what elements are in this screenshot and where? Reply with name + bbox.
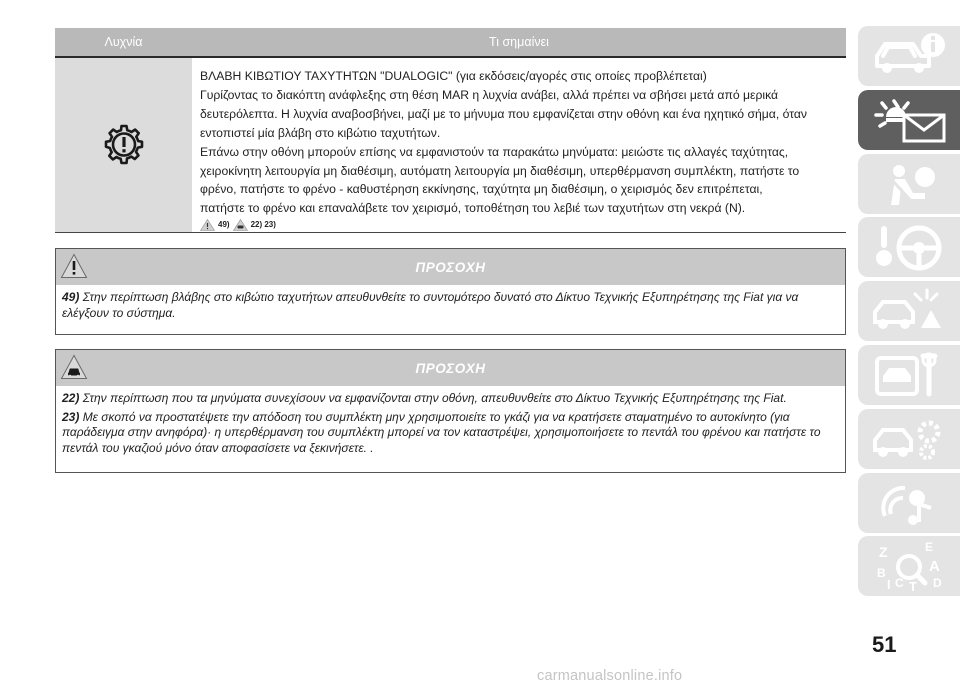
watermark: carmanualsonline.info: [537, 668, 683, 684]
gear-exclamation-icon: [102, 123, 146, 167]
warning-item-number: 49): [62, 290, 80, 304]
tab-knowing-the-car[interactable]: [858, 26, 960, 86]
tab-technical-specifications[interactable]: [858, 409, 960, 469]
cross-references: [200, 218, 840, 232]
warning-body: [56, 285, 845, 330]
warning-body: [56, 386, 845, 465]
header-meaning: Τι σημαίνει: [489, 35, 549, 49]
index-letter: B: [877, 566, 886, 581]
index-letter: Z: [879, 544, 888, 561]
tab-servicing-maintenance[interactable]: [858, 345, 960, 405]
warning-box: [55, 248, 846, 335]
index-letter: T: [909, 579, 917, 594]
meaning-cell: [192, 58, 846, 232]
car-triangle-icon: [233, 219, 248, 231]
tab-starting-driving[interactable]: [858, 217, 960, 277]
meaning-line: χειροκίνητη λειτουργία μη διαθέσιμη, αυτόματη λειτουργία μη διαθέσιμη, υπερθέρμανση συμπλέκτη, πατήστε το: [200, 163, 800, 178]
airbag-seatbelt-icon: [869, 157, 949, 211]
tab-warning-lights-messages[interactable]: [858, 90, 960, 150]
index-letter: D: [933, 576, 942, 591]
meaning-line: Επάνω στην οθόνη μπορούν επίσης να εμφανιστούν τα παρακάτω μηνύματα: μειώστε τις αλλαγές ταχύτητας,: [200, 144, 789, 159]
meaning-line: πατήστε το φρένο και επαναλάβετε τον χειρισμό, τοποθέτηση του λεβιέ των ταχυτήτων στη νεκρά (N).: [200, 201, 746, 216]
tab-safety[interactable]: [858, 154, 960, 214]
warning-title: ΠΡΟΣΟΧΗ: [415, 360, 486, 376]
warning-box: [55, 349, 846, 473]
warning-light-message-icon: [866, 93, 952, 147]
warning-triangle-icon: [200, 219, 215, 231]
index-letter: A: [929, 558, 940, 576]
tab-in-an-emergency[interactable]: [858, 281, 960, 341]
warning-item-text: Με σκοπό να προστατέψετε την απόδοση του συμπλέκτη μην χρησιμοποιείτε το γκάζι για να κρατήσετε σταματημένο το αυτοκίνητο (για παράδειγμα στην ανηφόρα)· η υπερθέρμανση του συμπλέκτη μπορεί να τον καταστρέψει, χρησιμοποιήσετε το πεντάλ του φρένου και πατήστε το πεντάλ του γκαζιού μόνο όταν αποφασίσετε να ξεκινήσετε. .: [62, 409, 821, 455]
chapter-tabs: [858, 26, 960, 600]
index-letter: I: [887, 577, 891, 593]
car-gear-icon: [869, 412, 949, 466]
warning-item-text: Στην περίπτωση που τα μηνύματα συνεχίσουν να εμφανίζονται στην οθόνη, απευθυνθείτε στο Δίκτυο Τεχνικής Εξυπηρέτησης της Fiat.: [82, 391, 787, 405]
warning-header: [56, 350, 845, 386]
index-letter: C: [895, 576, 904, 591]
meaning-line: εντοπιστεί μία βλάβη στο κιβώτιο ταχυτήτων.: [200, 125, 441, 140]
warning-item: [62, 410, 839, 457]
lamp-cell: [55, 58, 192, 232]
tab-multimedia[interactable]: [858, 473, 960, 533]
ref-link[interactable]: 22) 23): [250, 220, 276, 230]
warning-title: ΠΡΟΣΟΧΗ: [415, 259, 486, 275]
car-info-icon: [869, 30, 949, 82]
multimedia-note-icon: [869, 476, 949, 530]
ref-link[interactable]: 49): [218, 220, 230, 230]
tab-index[interactable]: [858, 536, 960, 596]
warning-lights-table: [55, 28, 846, 233]
car-maintenance-icon: [869, 348, 949, 402]
table-header: [55, 28, 846, 56]
breakdown-car-icon: [869, 284, 949, 338]
warning-item-number: 23): [62, 409, 80, 424]
warning-item: [62, 290, 839, 321]
meaning-line: δευτερόλεπτα. Η λυχνία αναβοσβήνει, μαζί με το μήνυμα που εμφανίζεται στην οθόνη και ένα ηχητικό σήμα, όταν: [200, 106, 807, 121]
warning-header: [56, 249, 845, 285]
warning-item: [62, 391, 839, 407]
meaning-line: φρένο, πατήστε το φρένο - καθυστέρηση εκκίνησης, ταχύτητα μη διαθέσιμη, ο χειρισμός δεν επιτρέπεται,: [200, 182, 763, 197]
steering-wheel-icon: [869, 220, 949, 274]
warning-item-number: 22): [62, 391, 80, 405]
table-row: [55, 58, 846, 233]
car-triangle-icon: [60, 354, 88, 380]
page-number: 51: [872, 632, 897, 657]
meaning-line: Γυρίζοντας το διακόπτη ανάφλεξης στη θέση MAR η λυχνία ανάβει, αλλά πρέπει να σβήσει μετά από μερικά: [200, 87, 779, 102]
warning-item-text: Στην περίπτωση βλάβης στο κιβώτιο ταχυτήτων απευθυνθείτε το συντομότερο δυνατό στο Δίκτυο Τεχνικής Εξυπηρέτησης της Fiat για να ελέγξουν το σύστημα.: [62, 290, 799, 320]
warning-triangle-icon: [60, 253, 88, 279]
index-letter: E: [925, 540, 934, 555]
meaning-line: ΒΛΑΒΗ ΚΙΒΩΤΙΟΥ ΤΑΧΥΤΗΤΩΝ "DUALOGIC" (για εκδόσεις/αγορές στις οποίες προβλέπεται): [200, 69, 707, 83]
header-lamp: Λυχνία: [104, 35, 143, 49]
alphabetical-index-icon: [869, 539, 949, 593]
